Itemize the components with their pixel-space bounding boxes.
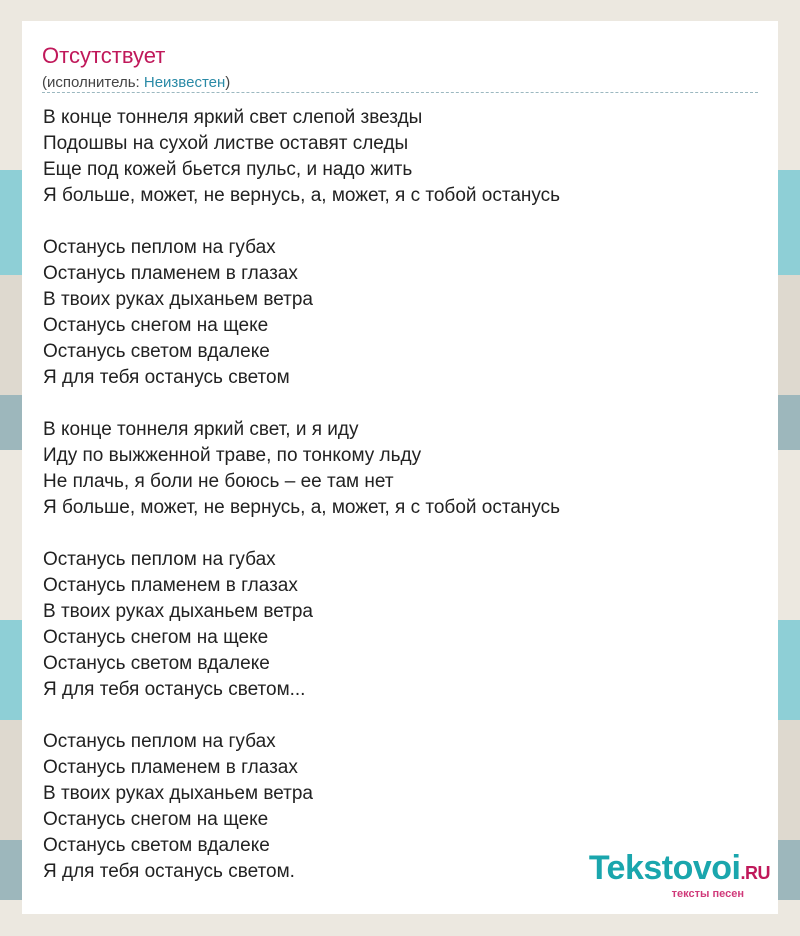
lyric-line: Я для тебя останусь светом: [43, 367, 290, 388]
lyric-line: Я для тебя останусь светом.: [43, 861, 295, 882]
lyric-line: В конце тоннеля яркий свет слепой звезды: [43, 107, 423, 128]
artist-prefix: (исполнитель:: [42, 74, 144, 91]
lyric-line: В твоих руках дыханьем ветра: [43, 289, 313, 310]
lyric-line: Не плачь, я боли не боюсь – ее там нет: [43, 471, 394, 492]
lyric-line: Подошвы на сухой листве оставят следы: [43, 133, 409, 154]
lyric-line: Иду по выжженной траве, по тонкому льду: [43, 445, 422, 466]
lyric-line: Останусь снегом на щеке: [43, 315, 269, 336]
stanza: [43, 235, 763, 391]
lyric-line: В твоих руках дыханьем ветра: [43, 783, 313, 804]
lyric-line: Останусь снегом на щеке: [43, 627, 269, 648]
artist-suffix: ): [225, 74, 231, 91]
logo-tagline: тексты песен: [671, 888, 744, 900]
lyric-line: В конце тоннеля яркий свет, и я иду: [43, 419, 359, 440]
lyric-line: Еще под кожей бьется пульс, и надо жить: [43, 159, 413, 180]
site-logo[interactable]: [589, 851, 770, 900]
stanza: [43, 105, 763, 209]
lyric-line: Останусь пламенем в глазах: [43, 263, 298, 284]
divider: [42, 92, 758, 93]
stanza: [43, 547, 763, 703]
lyric-line: Останусь светом вдалеке: [43, 835, 270, 856]
lyric-line: Я больше, может, не вернусь, а, может, я с тобой останусь: [43, 497, 561, 518]
lyric-line: В твоих руках дыханьем ветра: [43, 601, 313, 622]
lyrics-card: [22, 21, 778, 914]
lyric-line: Останусь пеплом на губах: [43, 549, 276, 570]
artist-link[interactable]: Неизвестен: [143, 74, 226, 91]
lyric-line: Останусь светом вдалеке: [43, 653, 270, 674]
song-title: Отсутствует: [42, 43, 166, 68]
logo-domain-suffix: .RU: [740, 863, 770, 883]
lyric-line: Останусь пеплом на губах: [43, 731, 276, 752]
logo-wordmark: [589, 851, 770, 890]
stanza: [43, 417, 763, 521]
lyric-line: Останусь пламенем в глазах: [43, 757, 298, 778]
lyric-line: Останусь пламенем в глазах: [43, 575, 298, 596]
artist-line: [42, 74, 230, 91]
logo-main-text: Tekstovoi: [588, 849, 741, 887]
lyric-line: Я больше, может, не вернусь, а, может, я с тобой останусь: [43, 185, 561, 206]
lyrics-body: [43, 105, 763, 911]
lyric-line: Останусь снегом на щеке: [43, 809, 269, 830]
lyric-line: Останусь светом вдалеке: [43, 341, 270, 362]
lyric-line: Я для тебя останусь светом...: [43, 679, 306, 700]
lyric-line: Останусь пеплом на губах: [43, 237, 276, 258]
